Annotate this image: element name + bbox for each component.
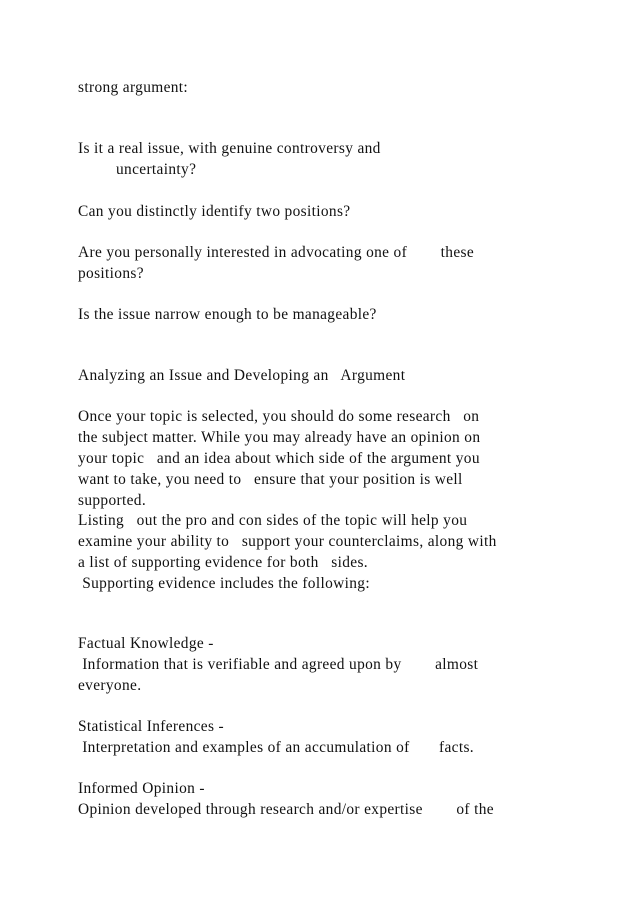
informed-opinion-title: Informed Opinion - bbox=[78, 780, 205, 797]
question-two-positions: Can you distinctly identify two positions? bbox=[78, 203, 351, 220]
question-manageable: Is the issue narrow enough to be manageable? bbox=[78, 306, 377, 323]
body-line: Listing out the pro and con sides of the topic will help you bbox=[78, 512, 468, 529]
statistical-inferences-text: Interpretation and examples of an accumulation of facts. bbox=[78, 739, 474, 756]
question-real-issue: Is it a real issue, with genuine controversy and bbox=[78, 140, 381, 157]
body-line: supported. bbox=[78, 492, 147, 509]
body-line: the subject matter. While you may already have an opinion on bbox=[78, 429, 481, 446]
factual-knowledge-text-continued: everyone. bbox=[78, 677, 142, 694]
question-real-issue-continued: uncertainty? bbox=[116, 161, 197, 178]
statistical-inferences-title: Statistical Inferences - bbox=[78, 718, 224, 735]
factual-knowledge-title: Factual Knowledge - bbox=[78, 635, 214, 652]
informed-opinion-text: Opinion developed through research and/or expertise of the bbox=[78, 801, 494, 818]
intro-text: strong argument: bbox=[78, 79, 189, 96]
body-line: want to take, you need to ensure that your position is well bbox=[78, 471, 463, 488]
section-heading: Analyzing an Issue and Developing an Argument bbox=[78, 367, 406, 384]
body-line: examine your ability to support your counterclaims, along with bbox=[78, 533, 497, 550]
body-line: a list of supporting evidence for both sides. bbox=[78, 554, 369, 571]
body-line: Supporting evidence includes the following: bbox=[78, 575, 370, 592]
question-personal-interest-continued: positions? bbox=[78, 265, 144, 282]
body-line: your topic and an idea about which side of the argument you bbox=[78, 450, 480, 467]
factual-knowledge-text: Information that is verifiable and agreed upon by almost bbox=[78, 656, 479, 673]
body-line: Once your topic is selected, you should do some research on bbox=[78, 408, 480, 425]
question-personal-interest: Are you personally interested in advocating one of these bbox=[78, 244, 475, 261]
